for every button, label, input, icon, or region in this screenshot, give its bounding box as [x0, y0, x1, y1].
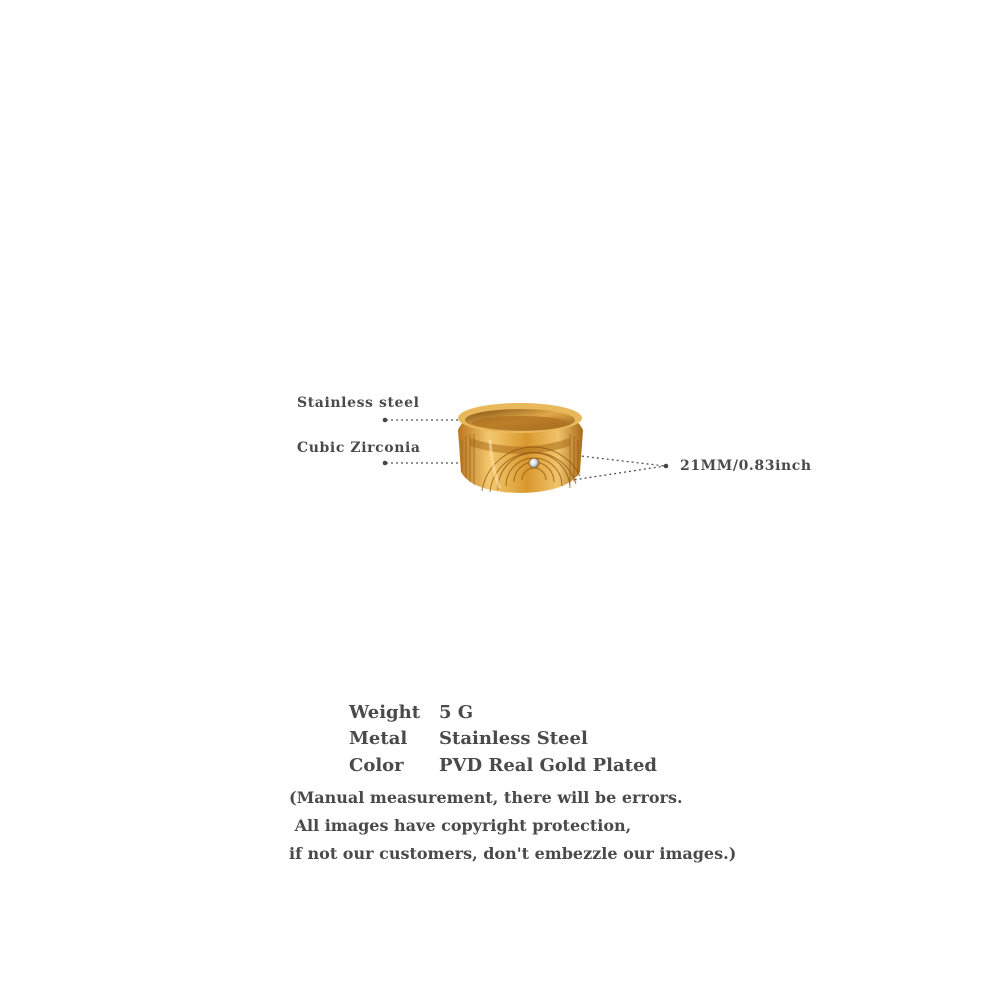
disclaimer-line: if not our customers, don't embezzle our images.) — [289, 844, 737, 863]
spec-value: Stainless Steel — [439, 728, 588, 749]
size-callout-label: 21MM/0.83inch — [680, 458, 812, 474]
material-dot — [383, 418, 388, 423]
spec-key: Weight — [349, 702, 421, 723]
stone-callout-label: Cubic Zirconia — [297, 440, 421, 456]
cubic-zirconia-stone — [529, 458, 539, 468]
stone-dot — [383, 461, 388, 466]
spec-key: Color — [349, 755, 404, 776]
disclaimer-line: (Manual measurement, there will be errors. — [289, 788, 683, 807]
spec-row-weight — [349, 702, 473, 723]
disclaimer-line: All images have copyright protection, — [289, 816, 632, 835]
ring-image — [458, 403, 583, 493]
spec-row-color — [349, 755, 657, 776]
spec-value: PVD Real Gold Plated — [439, 755, 658, 776]
material-callout-label: Stainless steel — [297, 395, 420, 411]
size-leader-top — [572, 455, 665, 466]
spec-value: 5 G — [439, 702, 474, 723]
spec-key: Metal — [349, 728, 408, 749]
spec-row-metal — [349, 728, 588, 749]
size-dot — [664, 464, 669, 469]
